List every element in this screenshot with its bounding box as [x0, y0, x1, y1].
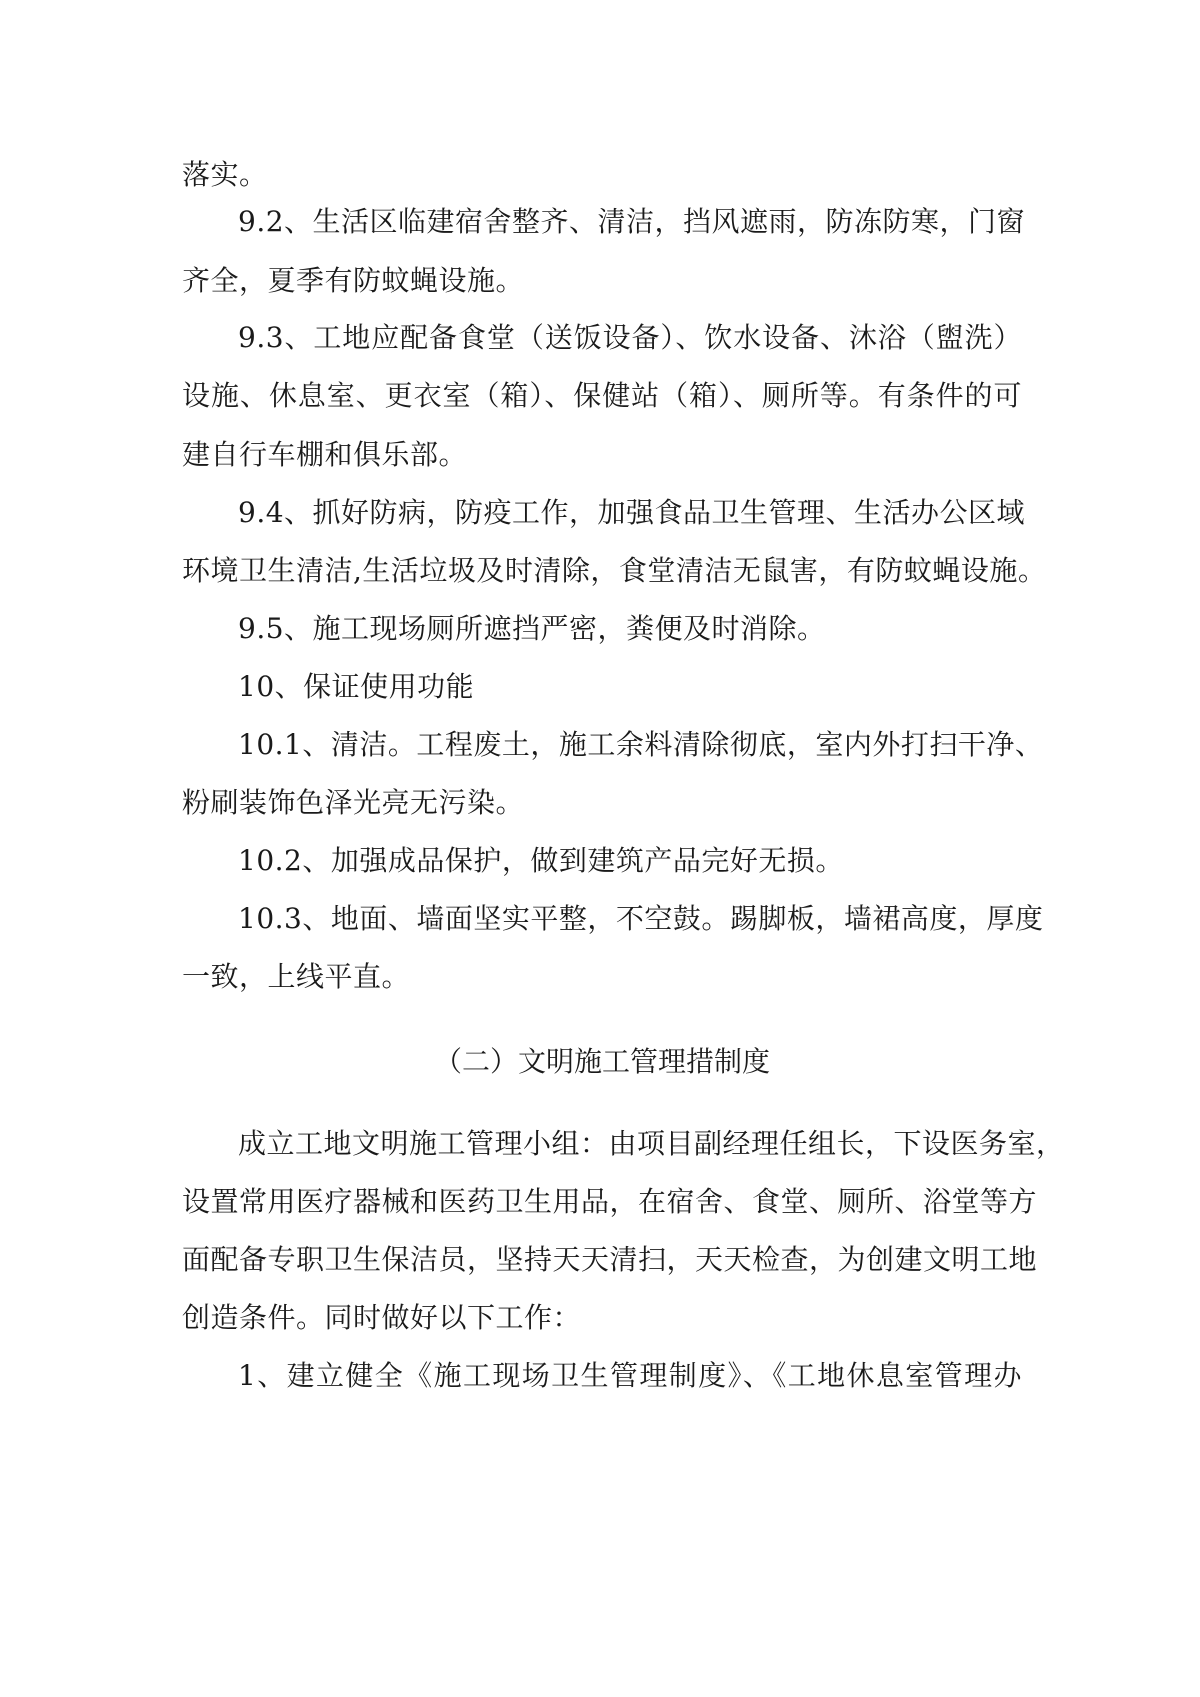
text-line: 环境卫生清洁,生活垃圾及时清除，食堂清洁无鼠害，有防蚊蝇设施。	[182, 554, 1047, 587]
text-line: 设置常用医疗器械和医药卫生用品，在宿舍、食堂、厕所、浴堂等方	[182, 1185, 1038, 1218]
text-line: 9.3、工地应配备食堂（送饭设备）、饮水设备、沐浴（盥洗）	[238, 321, 1022, 354]
text-line: 9.2、生活区临建宿舍整齐、清洁，挡风遮雨，防冻防寒，门窗	[238, 205, 1026, 238]
text-line: 10.1、清洁。工程废土，施工余料清除彻底，室内外打扫干净、	[238, 728, 1044, 761]
section-heading: （二）文明施工管理措制度	[433, 1045, 770, 1078]
text-line: 10、保证使用功能	[238, 670, 475, 703]
text-line: 粉刷装饰色泽光亮无污染。	[182, 786, 525, 819]
text-line: 面配备专职卫生保洁员，坚持天天清扫，天天检查，为创建文明工地	[182, 1243, 1038, 1276]
text-line: 10.3、地面、墙面坚实平整，不空鼓。踢脚板，墙裙高度，厚度	[238, 902, 1044, 935]
text-line: 9.4、抓好防病，防疫工作，加强食品卫生管理、生活办公区域	[238, 496, 1026, 529]
text-line: 建自行车棚和俱乐部。	[182, 438, 468, 471]
text-line: 一致，上线平直。	[182, 960, 411, 993]
text-line: 1、建立健全《施工现场卫生管理制度》、《工地休息室管理办	[238, 1359, 1022, 1392]
text-line: 设施、休息室、更衣室（箱）、保健站（箱）、厕所等。有条件的可	[182, 379, 1022, 412]
text-line: 10.2、加强成品保护，做到建筑产品完好无损。	[238, 844, 844, 877]
text-line: 创造条件。同时做好以下工作：	[182, 1301, 582, 1334]
text-line: 落实。	[182, 158, 268, 191]
text-line: 成立工地文明施工管理小组：由项目副经理任组长，下设医务室，	[238, 1127, 1065, 1160]
text-line: 9.5、施工现场厕所遮挡严密，粪便及时消除。	[238, 612, 826, 645]
text-line: 齐全，夏季有防蚊蝇设施。	[182, 264, 525, 297]
